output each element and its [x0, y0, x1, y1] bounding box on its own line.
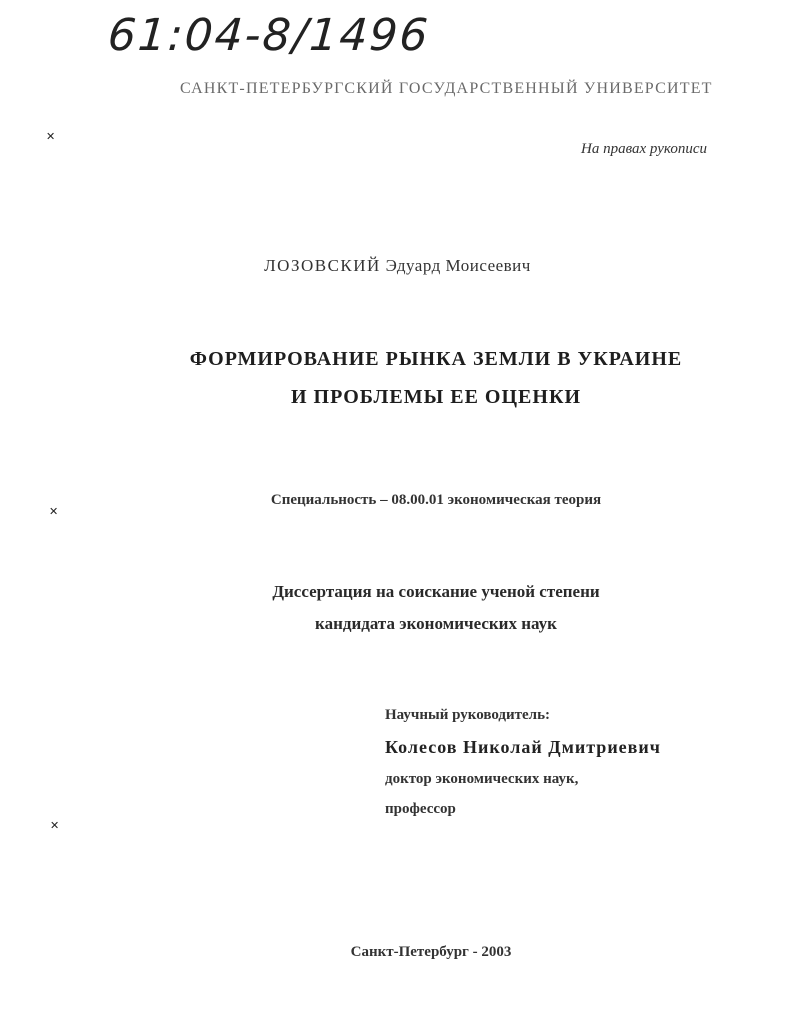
university-name: САНКТ-ПЕТЕРБУРГСКИЙ ГОСУДАРСТВЕННЫЙ УНИВЕРСИТЕТ: [180, 80, 713, 97]
thesis-title-line-1: ФОРМИРОВАНИЕ РЫНКА ЗЕМЛИ В УКРАИНЕ: [189, 348, 683, 370]
scan-mark-icon: ✕: [49, 505, 59, 518]
supervisor-label: Научный руководитель:: [385, 707, 550, 723]
author-name: [0, 256, 795, 276]
scan-mark-icon: ✕: [50, 819, 60, 832]
handwritten-archive-number: 61:04-8/1496: [106, 10, 432, 61]
author-surname: ЛОЗОВСКИЙ: [264, 256, 381, 275]
supervisor-name: Колесов Николай Дмитриевич: [385, 737, 661, 757]
supervisor-rank: профессор: [385, 801, 456, 817]
scan-mark-icon: ✕: [46, 130, 56, 143]
dissertation-purpose-line-2: кандидата экономических наук: [315, 614, 557, 633]
rights-notice: На правах рукописи: [581, 141, 707, 157]
author-given-name: Эдуард Моисеевич: [385, 256, 531, 275]
supervisor-degree: доктор экономических наук,: [385, 771, 579, 787]
city-and-year: Санкт-Петербург - 2003: [350, 944, 512, 960]
thesis-title-line-2: И ПРОБЛЕМЫ ЕЕ ОЦЕНКИ: [291, 386, 581, 408]
dissertation-purpose-line-1: Диссертация на соискание ученой степени: [272, 582, 600, 601]
specialty-line: Специальность – 08.00.01 экономическая теория: [270, 492, 602, 508]
